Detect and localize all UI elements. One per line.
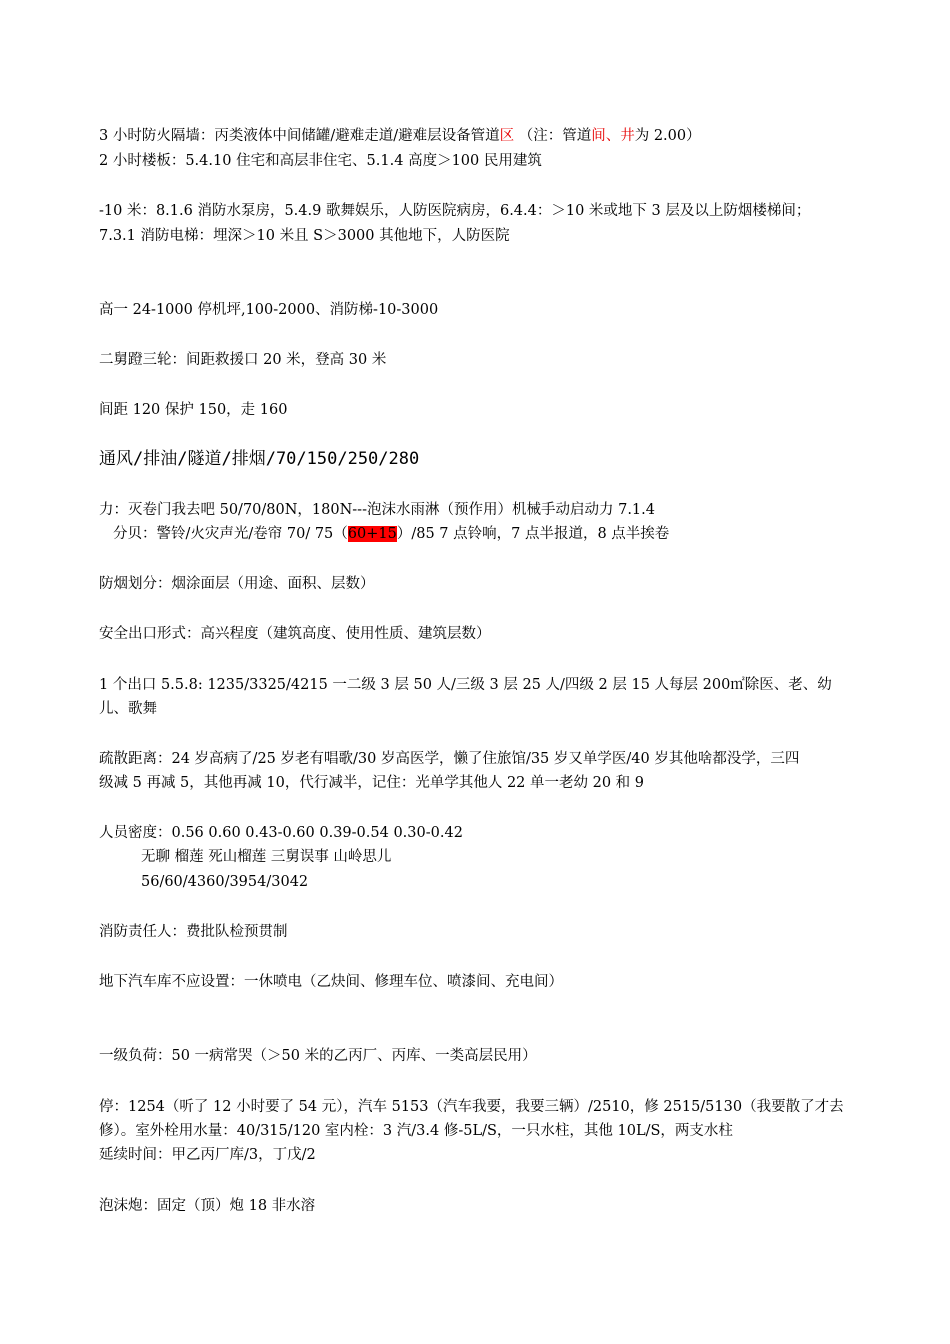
text-line-single-exit: 1 个出口 5.5.8: 1235/3325/4215 一二级 3 层 50 人/三级 3 层 25 人/四级 2 层 15 人每层 200㎡除医、老、幼 (99, 677, 832, 693)
text-line-occupant-density: 人员密度：0.56 0.60 0.43-0.60 0.39-0.54 0.30-0.42 (99, 825, 463, 841)
text-line-helipad: 高一 24-1000 停机坪,100-2000、消防梯-10-3000 (99, 302, 439, 318)
text-line-underground-garage: 地下汽车库不应设置：一休喷电（乙炔间、修理车位、喷漆间、充电间） (99, 974, 563, 990)
text-line-density-mnemonic: 无聊 榴莲 死山榴莲 三舅误事 山岭思儿 (141, 849, 392, 865)
text-segment: 为 2.00） (634, 128, 701, 144)
text-line-floor-slab-2h: 2 小时楼板：5.4.10 住宅和高层非住宅、5.1.4 高度＞100 民用建筑 (99, 153, 542, 169)
text-line-minus-10m: -10 米：8.1.6 消防水泵房，5.4.9 歌舞娱乐，人防医院病房，6.4.4：＞10 米或地下 3 层及以上防烟楼梯间； (99, 203, 811, 219)
red-text-segment: 区 (499, 128, 515, 144)
text-line-exit-form: 安全出口形式：高兴程度（建筑高度、使用性质、建筑层数） (99, 626, 491, 642)
text-segment: 3 小时防火隔墙：丙类液体中间储罐/避难走道/避难层设备管道 (99, 128, 500, 144)
red-text-segment: 间、井 (591, 128, 635, 144)
text-segment: ）/85 7 点铃响，7 点半报道，8 点半挨卷 (396, 526, 670, 542)
text-line-evac-distance: 疏散距离：24 岁高病了/25 岁老有唱歌/30 岁高医学，懒了住旅馆/35 岁又单学医/40 岁其他啥都没学，三四 (99, 751, 800, 767)
text-line-force: 力：灭卷门我去吧 50/70/80N，180N---泡沫水雨淋（预作用）机械手动启动力 7.1.4 (99, 502, 655, 518)
text-line-fire-elevator: 7.3.1 消防电梯：埋深＞10 米且 S＞3000 其他地下，人防医院 (99, 228, 510, 244)
highlighted-text-segment: 60+15 (347, 526, 397, 542)
text-line-hydrant-water: 修）。室外栓用水量：40/315/120 室内栓：3 汽/3.4 修-5L/S，一只水柱，其他 10L/S，两支水柱 (99, 1123, 733, 1139)
text-line-single-exit-cont: 儿、歌舞 (99, 701, 157, 717)
text-line-decibel (113, 524, 669, 544)
text-line-smoke-exhaust: 通风/排油/隧道/排烟/70/150/250/280 (99, 449, 420, 469)
text-line-rescue-window: 二舅蹬三轮：间距救援口 20 米，登高 30 米 (99, 352, 387, 368)
text-line-fire-wall-3h (99, 126, 701, 146)
text-line-parking: 停：1254（听了 12 小时要了 54 元），汽车 5153（汽车我要，我要三辆）/2510，修 2515/5130（我要散了才去 (99, 1099, 844, 1115)
text-line-fire-officer: 消防责任人：费批队检预贯制 (99, 924, 288, 940)
text-line-density-values: 56/60/4360/3954/3042 (141, 874, 309, 890)
text-line-foam-cannon: 泡沫炮：固定（顶）炮 18 非水溶 (99, 1198, 316, 1214)
text-line-duration: 延续时间：甲乙丙厂库/3，丁戊/2 (99, 1147, 316, 1163)
text-segment: （注：管道 (514, 128, 592, 144)
text-line-first-class-load: 一级负荷：50 一病常哭（＞50 米的乙丙厂、丙库、一类高层民用） (99, 1048, 537, 1064)
text-segment: 分贝：警铃/火灾声光/卷帘 70/ 75（ (113, 526, 348, 542)
text-line-spacing: 间距 120 保护 150，走 160 (99, 402, 288, 418)
text-line-evac-distance-cont: 级减 5 再减 5，其他再减 10，代行减半，记住：光单学其他人 22 单一老幼 20 和 9 (99, 775, 645, 791)
text-line-smoke-zone: 防烟划分：烟涂面层（用途、面积、层数） (99, 576, 375, 592)
